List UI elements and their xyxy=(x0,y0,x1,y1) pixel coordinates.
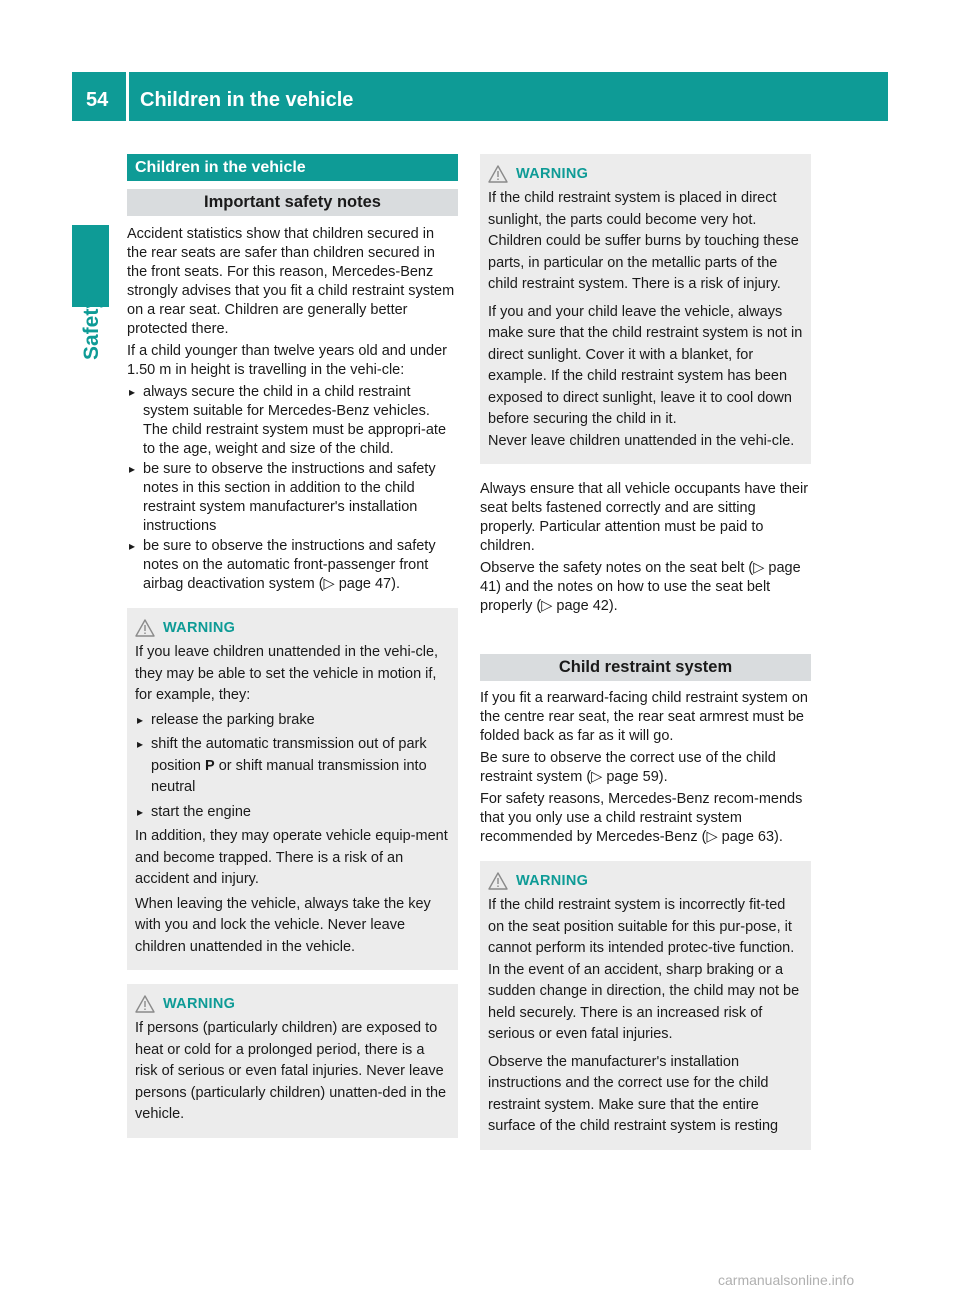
warning-text: Observe the manufacturer's installation instructions and the correct use for the child restraint system. Make sure that the entire surface of the child restraint system is resting xyxy=(488,1053,779,1134)
warning-title: WARNING xyxy=(163,996,236,1012)
right-column xyxy=(480,154,811,1150)
condition-paragraph: If a child younger than twelve years old and under 1.50 m in height is travelling in the vehi-cle: xyxy=(127,343,448,378)
list-item: ▸ be sure to observe the instructions and safety notes in this section in addition to the child restraint system manufacturer's installation instructions xyxy=(127,460,458,536)
instruction-list xyxy=(127,383,458,594)
list-item: ▸ release the parking brake xyxy=(135,710,450,732)
header-separator xyxy=(126,72,129,121)
warning-triangle-icon xyxy=(135,619,155,637)
warning-title: WARNING xyxy=(163,620,236,636)
correct-use-paragraph: Be sure to observe the correct use of the child restraint system (▷ page 59). xyxy=(480,750,776,785)
seat-belt-paragraph: Always ensure that all vehicle occupants have their seat belts fastened correctly and are sitting properly. Particular attention must be paid to children. xyxy=(480,481,809,554)
left-column xyxy=(127,154,458,1138)
warning-text: If the child restraint system is placed in direct sunlight, the parts could become very hot. Children could be suffer burns by touching these parts, in particular on the metallic parts of the child restraint system. There is a risk of injury. xyxy=(488,190,799,292)
warning-title: WARNING xyxy=(516,166,589,182)
list-item: ▸ be sure to observe the instructions and safety notes on the automatic front-passenger front airbag deactivation system (▷ page 47). xyxy=(127,537,458,594)
warning-text: Never leave children unattended in the vehi-cle. xyxy=(488,432,795,449)
section-title: Children in the vehicle xyxy=(127,154,458,181)
gear-position-p: P xyxy=(205,757,215,774)
warning-text: If persons (particularly children) are exposed to heat or cold for a prolonged period, there is a risk of serious or even fatal injuries. Never leave persons (particularly children) unatten-ded in the vehicle. xyxy=(135,1020,447,1122)
page-header xyxy=(72,72,888,121)
list-item: ▸ shift the automatic transmission out of park position P or shift manual transmission into neutral xyxy=(135,734,450,799)
list-item: ▸ start the engine xyxy=(135,802,450,824)
warning-triangle-icon xyxy=(135,995,155,1013)
subsection-title: Important safety notes xyxy=(127,189,458,216)
warning-text: If you and your child leave the vehicle, always make sure that the child restraint system is not in direct sunlight. Cover it with a blanket, for example. If the child restraint system has been exposed to direct sunlight, leave it to cool down before securing the child in it. xyxy=(488,303,803,427)
watermark: carmanualsonline.info xyxy=(718,1272,855,1288)
warning-triangle-icon xyxy=(488,872,508,890)
chapter-tab-marker xyxy=(72,225,109,307)
chapter-title: Children in the vehicle xyxy=(140,89,354,111)
warning-box xyxy=(480,154,811,464)
armrest-paragraph: If you fit a rearward-facing child restraint system on the centre rear seat, the rear seat armrest must be folded back as far as it will go. xyxy=(480,690,808,744)
page-number: 54 xyxy=(86,89,109,111)
warning-box xyxy=(127,984,458,1138)
recommendation-paragraph: For safety reasons, Mercedes-Benz recom-mends that you only use a child restraint system recommended by Mercedes-Benz (▷ page 63). xyxy=(480,791,803,845)
intro-paragraph: Accident statistics show that children secured in the rear seats are safer than children secured in the front seats. For this reason, Mercedes-Benz strongly advises that you fit a child restraint system on a rear seat. Children are generally better protected there. xyxy=(127,226,455,337)
list-item: ▸ always secure the child in a child restraint system suitable for Mercedes-Benz vehicles. The child restraint system must be appropri-ate to the age, weight and size of the child. xyxy=(127,383,458,459)
warning-text: If the child restraint system is incorrectly fit-ted on the seat position suitable for this pur-pose, it cannot perform its intended protec-tive function. In the event of an accident, sharp braking or a sudden change in direction, the child may not be held securely. There is an increased risk of serious or even fatal injuries. xyxy=(488,897,800,1042)
warning-text: If you leave children unattended in the vehi-cle, they may be able to set the vehicle in motion if, for example, they: xyxy=(135,644,439,703)
warning-text: In addition, they may operate vehicle equip-ment and become trapped. There is a risk of an accident and injury. xyxy=(135,828,448,887)
warning-triangle-icon xyxy=(488,165,508,183)
warning-list xyxy=(135,710,450,824)
warning-box xyxy=(127,608,458,970)
warning-box xyxy=(480,861,811,1150)
warning-title: WARNING xyxy=(516,873,589,889)
warning-text: When leaving the vehicle, always take the key with you and lock the vehicle. Never leave children unattended in the vehicle. xyxy=(135,895,431,955)
subsection-title: Child restraint system xyxy=(480,654,811,681)
seat-belt-reference-paragraph: Observe the safety notes on the seat belt (▷ page 41) and the notes on how to use the seat belt properly (▷ page 42). xyxy=(480,560,801,614)
chapter-side-label: Safety xyxy=(80,296,103,360)
